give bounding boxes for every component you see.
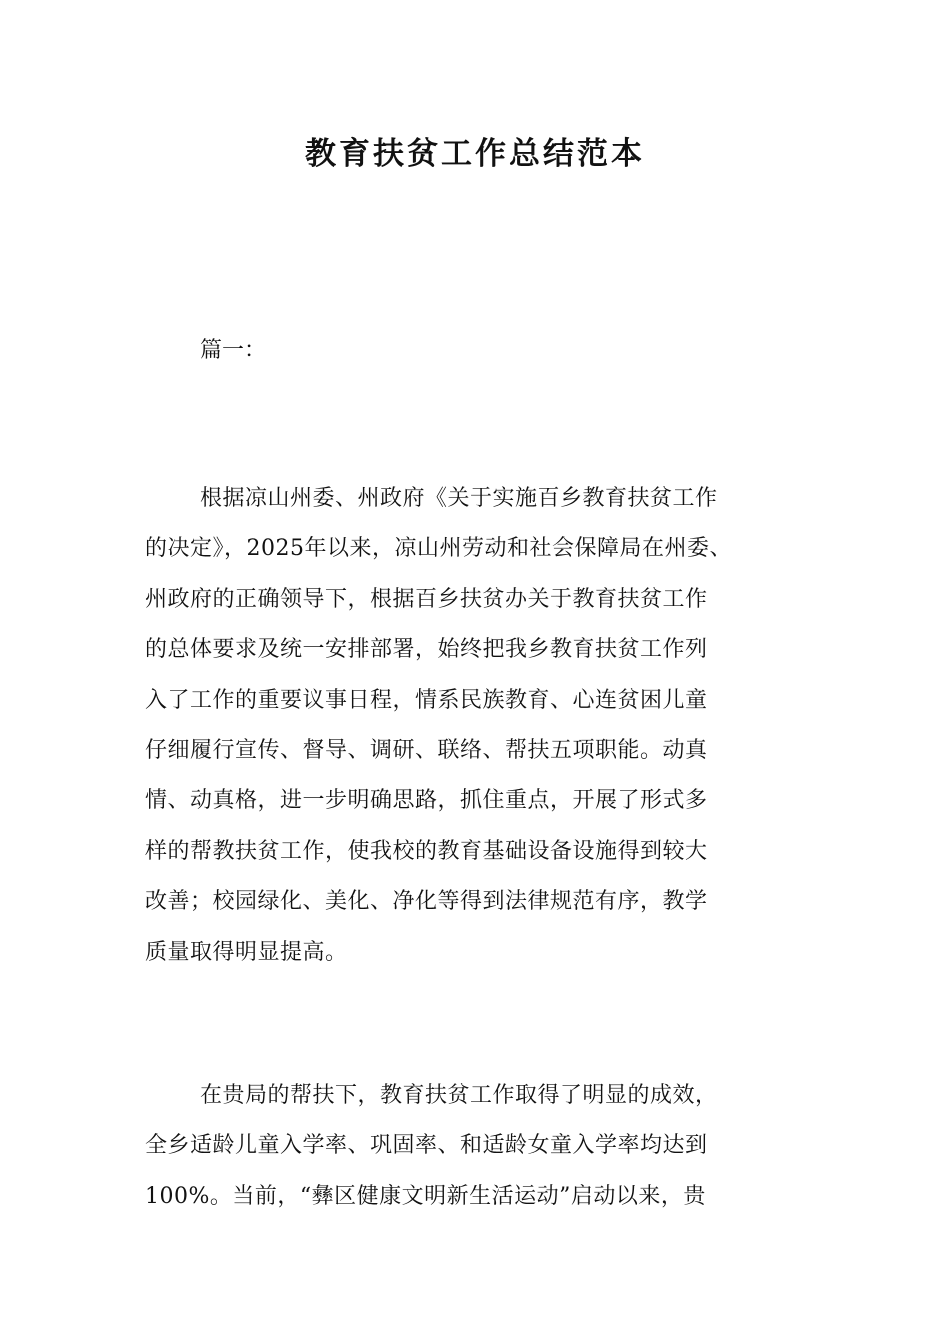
paragraph-2 bbox=[145, 1071, 810, 1222]
paragraph-line: 全乡适龄儿童入学率、巩固率、和适龄女童入学率均达到 bbox=[145, 1133, 708, 1159]
paragraph-line: 情、动真格，进一步明确思路，抓住重点，开展了形式多 bbox=[145, 788, 708, 814]
paragraph-line: 入了工作的重要议事日程，情系民族教育、心连贫困儿童 bbox=[145, 687, 708, 713]
paragraph-line: 样的帮教扶贫工作，使我校的教育基础设备设施得到较大 bbox=[145, 838, 708, 864]
paragraph-line: 根据凉山州委、州政府《关于实施百乡教育扶贫工作 bbox=[200, 486, 718, 511]
paragraph-line: 在贵局的帮扶下，教育扶贫工作取得了明显的成效， bbox=[200, 1083, 718, 1108]
document-title: 教育扶贫工作总结范本 bbox=[305, 136, 645, 172]
paragraph-line: 质量取得明显提高。 bbox=[145, 939, 348, 965]
paragraph-line: 的决定》，2025年以来，凉山州劳动和社会保障局在州委、 bbox=[145, 536, 732, 562]
paragraph-line: 仔细履行宣传、督导、调研、联络、帮扶五项职能。动真 bbox=[145, 738, 708, 764]
paragraph-line: 州政府的正确领导下，根据百乡扶贫办关于教育扶贫工作 bbox=[145, 586, 708, 612]
paragraph-line: 100%。当前，“彝区健康文明新生活运动”启动以来，贵 bbox=[145, 1183, 706, 1209]
paragraph-line: 的总体要求及统一安排部署，始终把我乡教育扶贫工作列 bbox=[145, 637, 708, 663]
paragraph-line: 改善；校园绿化、美化、净化等得到法律规范有序，教学 bbox=[145, 889, 708, 915]
section-label: 篇一： bbox=[200, 338, 267, 363]
paragraph-1 bbox=[145, 474, 810, 978]
